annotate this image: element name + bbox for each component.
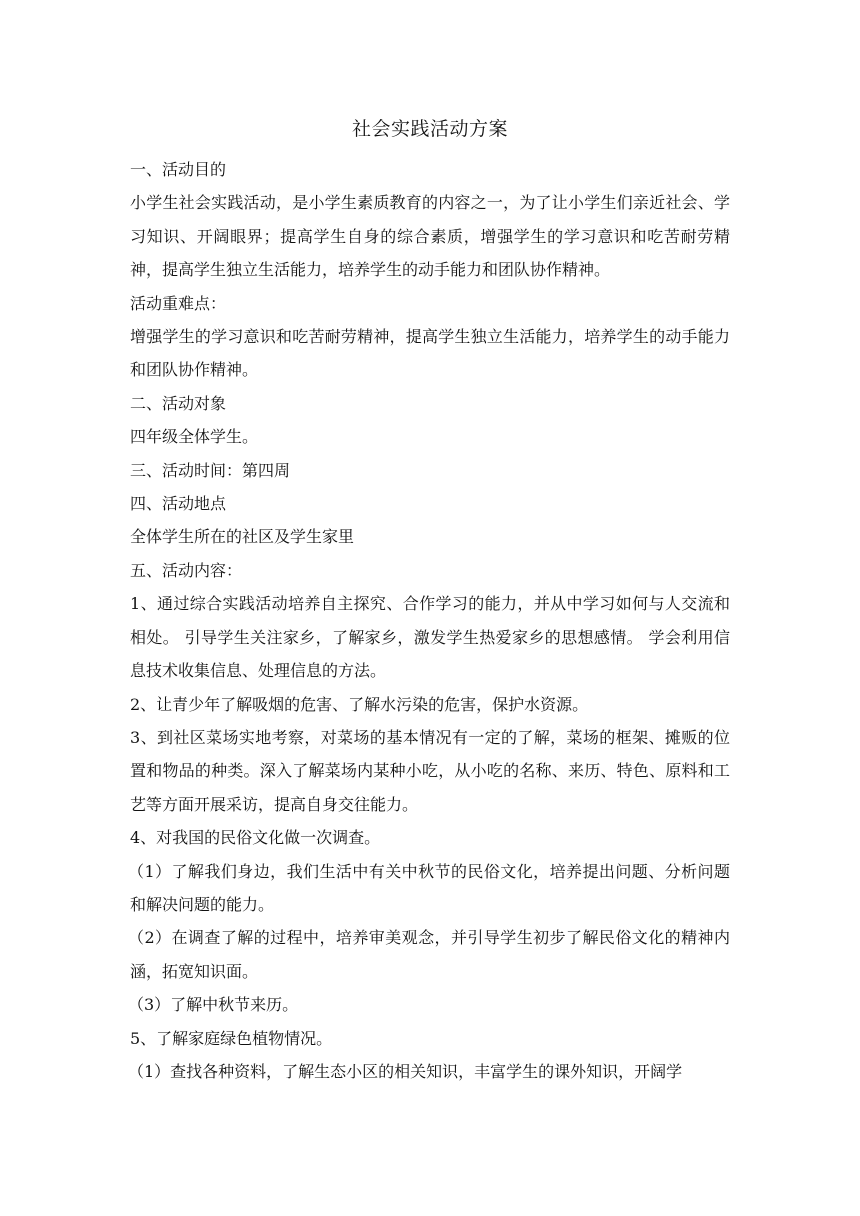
section-heading-participants: 二、活动对象 [130,393,227,413]
content-item-4-sub-3: （3）了解中秋节来历。 [128,995,299,1015]
content-item-4: 4、对我国的民俗文化做一次调查。 [130,828,381,848]
subheading-key-points: 活动重难点： [130,293,227,313]
section-heading-time: 三、活动时间：第四周 [130,460,291,480]
content-item-3: 3、到社区菜场实地考察，对菜场的基本情况有一定的了解，菜场的框架、摊贩的位置和物品的种类。深入了解菜场内某种小吃，从小吃的名称、来历、特色、原料和工艺等方面开展采访，提高自身交往能力。 [130,727,730,814]
content-item-1: 1、通过综合实践活动培养自主探究、合作学习的能力，并从中学习如何与人交流和相处。 引导学生关注家乡，了解家乡，激发学生热爱家乡的思想感情。 学会利用信息技术收集信息、处理信息的方法。 [130,594,730,681]
section-heading-purpose: 一、活动目的 [130,160,227,179]
paragraph-purpose: 小学生社会实践活动，是小学生素质教育的内容之一，为了让小学生们亲近社会、学习知识、开阔眼界；提高学生自身的综合素质，增强学生的学习意识和吃苦耐劳精神，提高学生独立生活能力，培养学生的动手能力和团队协作精神。 [130,193,730,280]
content-item-2: 2、让青少年了解吸烟的危害、了解水污染的危害，保护水资源。 [130,694,589,714]
content-item-5-sub-1: （1）查找各种资料，了解生态小区的相关知识，丰富学生的课外知识，开阔学 [128,1061,683,1081]
section-heading-content: 五、活动内容： [130,560,243,580]
document-body [130,153,730,1088]
paragraph-location: 全体学生所在的社区及学生家里 [130,527,355,547]
paragraph-participants: 四年级全体学生。 [130,427,259,447]
content-item-4-sub-2: （2）在调查了解的过程中，培养审美观念，并引导学生初步了解民俗文化的精神内涵，拓宽知识面。 [128,928,730,981]
content-item-4-sub-1: （1）了解我们身边，我们生活中有关中秋节的民俗文化，培养提出问题、分析问题和解决问题的能力。 [128,861,730,914]
content-item-5: 5、了解家庭绿色植物情况。 [130,1028,333,1048]
paragraph-key-points: 增强学生的学习意识和吃苦耐劳精神，提高学生独立生活能力，培养学生的动手能力和团队协作精神。 [130,327,730,380]
document-title: 社会实践活动方案 [351,118,508,140]
section-heading-location: 四、活动地点 [130,494,227,514]
